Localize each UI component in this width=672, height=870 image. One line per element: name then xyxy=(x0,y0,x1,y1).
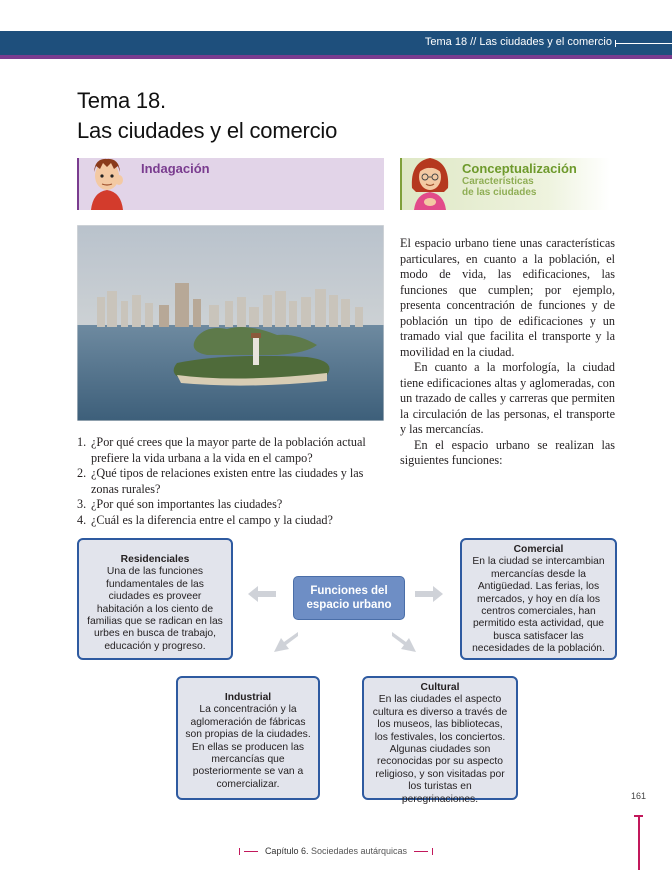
cultural-title: Cultural xyxy=(420,682,460,693)
cultural-box xyxy=(362,676,518,805)
diagram-center-box: Funciones del espacio urbano xyxy=(293,576,405,620)
title-line-1: Tema 18. xyxy=(77,88,166,113)
question-text: ¿Qué tipos de relaciones existen entre las ciudades y las zonas rurales? xyxy=(91,466,364,496)
body-paragraph-2: En cuanto a la morfología, la ciudad tiene edificaciones altas y aglomeradas, con un trazado de calles y carreras que permiten la circulación de las personas, el transporte y las mercancías. xyxy=(400,360,615,436)
subtitle-line-2: de las ciudades xyxy=(462,187,537,198)
footer-line-right xyxy=(414,851,428,853)
subtitle-line-1: Características xyxy=(462,176,534,187)
title-line-2: Las ciudades y el comercio xyxy=(77,118,338,143)
footer-chapter-label: Capítulo 6. xyxy=(264,846,309,856)
industrial-box xyxy=(176,676,320,800)
boy-avatar-icon xyxy=(85,152,129,210)
footer-chapter-title: Sociedades autárquicas xyxy=(310,846,408,856)
body-paragraph-3: En el espacio urbano se realizan las siguientes funciones: xyxy=(400,437,615,467)
indagacion-questions xyxy=(77,435,387,528)
question-number: 2. xyxy=(77,466,87,480)
arrow-down-right-icon xyxy=(392,628,416,652)
question-number: 4. xyxy=(77,512,87,527)
footer-tick-left xyxy=(239,848,241,855)
footer-tick-right xyxy=(432,848,434,855)
footer-line-left xyxy=(244,851,258,853)
page-title xyxy=(77,86,337,146)
question-text: ¿Cuál es la diferencia entre el campo y la ciudad? xyxy=(91,512,333,527)
conceptualizacion-section xyxy=(400,158,610,210)
girl-avatar-icon xyxy=(408,152,452,210)
arrow-right-icon xyxy=(415,586,443,602)
question-item xyxy=(77,466,387,497)
question-item xyxy=(77,497,387,513)
question-item xyxy=(77,513,387,529)
indagacion-section xyxy=(77,158,384,210)
question-number: 3. xyxy=(77,497,87,511)
arrow-left-icon xyxy=(248,586,276,602)
residenciales-text: Una de las funciones fundamentales de las ciudades es proveer habitación a los ciento de familias que se radican en las urbes en busca de trabajo, educación y progreso. xyxy=(87,566,223,652)
residenciales-title: Residenciales xyxy=(120,554,190,565)
comercial-box xyxy=(460,538,617,660)
header-band-accent xyxy=(0,55,672,59)
header-line xyxy=(616,43,672,44)
page-number: 161 xyxy=(631,791,647,801)
question-item xyxy=(77,435,387,466)
conceptualizacion-subtitle xyxy=(462,176,536,198)
comercial-title: Comercial xyxy=(513,544,564,555)
conceptualizacion-body xyxy=(400,236,615,469)
question-number: 1. xyxy=(77,435,87,449)
question-text: ¿Por qué crees que la mayor parte de la población actual prefiere la vida urbana a la vida en el campo? xyxy=(91,435,366,465)
comercial-text: En la ciudad se intercambian mercancías desde la Antigüedad. Las ferias, los mercados, y hoy en día los centros comerciales, han permitido esta actividad, que busca satisfacer las necesidades de la población. xyxy=(472,556,605,655)
cultural-text: En las ciudades el aspecto cultura es diverso a través de los museos, las bibliotecas, los festivales, los conciertos. Algunas ciudades son reconocidas por su aspecto religioso, y son visitadas por los turistas en peregrinaciones. xyxy=(372,694,508,805)
residenciales-box xyxy=(77,538,233,660)
city-skyline-image xyxy=(77,225,384,421)
footer-vertical-line xyxy=(638,815,640,870)
indagacion-title: Indagación xyxy=(141,161,210,176)
body-paragraph-1: El espacio urbano tiene unas características particulares, en cuanto a la población, el modo de vida, las edificaciones, las funciones que cumplen; por ejemplo, presenta concentración de funciones y de población un tipo de edificaciones y un tramado vial que facilita el transporte y la movilidad en la ciudad. xyxy=(400,236,615,359)
conceptualizacion-title: Conceptualización xyxy=(462,161,577,176)
footer xyxy=(0,846,672,856)
industrial-title: Industrial xyxy=(224,692,272,703)
arrow-down-left-icon xyxy=(274,628,298,652)
city-skyline-photo xyxy=(77,225,384,421)
question-text: ¿Por qué son importantes las ciudades? xyxy=(91,497,283,511)
running-title: Tema 18 // Las ciudades y el comercio xyxy=(424,36,612,48)
industrial-text: La concentración y la aglomeración de fábricas son propias de la ciudades. En ellas se producen las mercancías que posteriormente se van a comercializar. xyxy=(185,704,311,790)
